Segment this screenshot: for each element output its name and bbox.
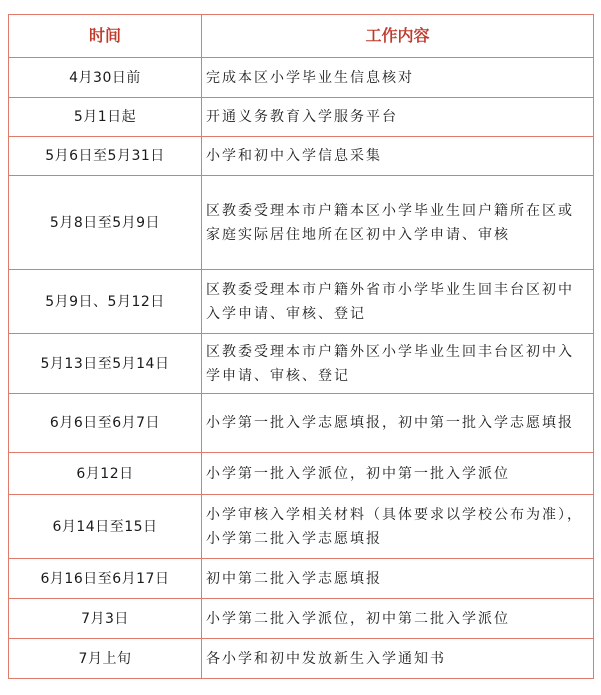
row-content: 小学和初中入学信息采集 — [202, 137, 594, 176]
row-time: 5月1日起 — [9, 98, 202, 137]
table-row — [9, 334, 594, 394]
row-content: 小学审核入学相关材料（具体要求以学校公布为准），小学第二批入学志愿填报 — [202, 495, 594, 559]
row-time: 6月14日至15日 — [9, 495, 202, 559]
table-row — [9, 58, 594, 98]
table-row — [9, 639, 594, 679]
row-content: 区教委受理本市户籍外省市小学毕业生回丰台区初中入学申请、审核、登记 — [202, 270, 594, 334]
row-content: 开通义务教育入学服务平台 — [202, 98, 594, 137]
row-content: 小学第一批入学派位，初中第一批入学派位 — [202, 453, 594, 495]
row-content: 完成本区小学毕业生信息核对 — [202, 58, 594, 98]
table-row — [9, 98, 594, 137]
table-row — [9, 559, 594, 599]
table-row — [9, 394, 594, 453]
row-content: 区教委受理本市户籍外区小学毕业生回丰台区初中入学申请、审核、登记 — [202, 334, 594, 394]
table-row — [9, 453, 594, 495]
table-row — [9, 176, 594, 270]
row-time: 5月13日至5月14日 — [9, 334, 202, 394]
table-header-row — [9, 15, 594, 58]
row-content: 小学第二批入学派位，初中第二批入学派位 — [202, 599, 594, 639]
row-time: 6月16日至6月17日 — [9, 559, 202, 599]
schedule-table — [8, 14, 594, 679]
row-time: 5月9日、5月12日 — [9, 270, 202, 334]
row-content: 各小学和初中发放新生入学通知书 — [202, 639, 594, 679]
row-time: 5月8日至5月9日 — [9, 176, 202, 270]
row-content: 区教委受理本市户籍本区小学毕业生回户籍所在区或家庭实际居住地所在区初中入学申请、审核 — [202, 176, 594, 270]
row-time: 6月6日至6月7日 — [9, 394, 202, 453]
header-content: 工作内容 — [202, 15, 594, 58]
row-time: 7月上旬 — [9, 639, 202, 679]
table-row — [9, 137, 594, 176]
header-time: 时间 — [9, 15, 202, 58]
row-time: 6月12日 — [9, 453, 202, 495]
row-content: 初中第二批入学志愿填报 — [202, 559, 594, 599]
row-content: 小学第一批入学志愿填报，初中第一批入学志愿填报 — [202, 394, 594, 453]
table-row — [9, 599, 594, 639]
row-time: 5月6日至5月31日 — [9, 137, 202, 176]
row-time: 4月30日前 — [9, 58, 202, 98]
table-row — [9, 495, 594, 559]
table-row — [9, 270, 594, 334]
row-time: 7月3日 — [9, 599, 202, 639]
